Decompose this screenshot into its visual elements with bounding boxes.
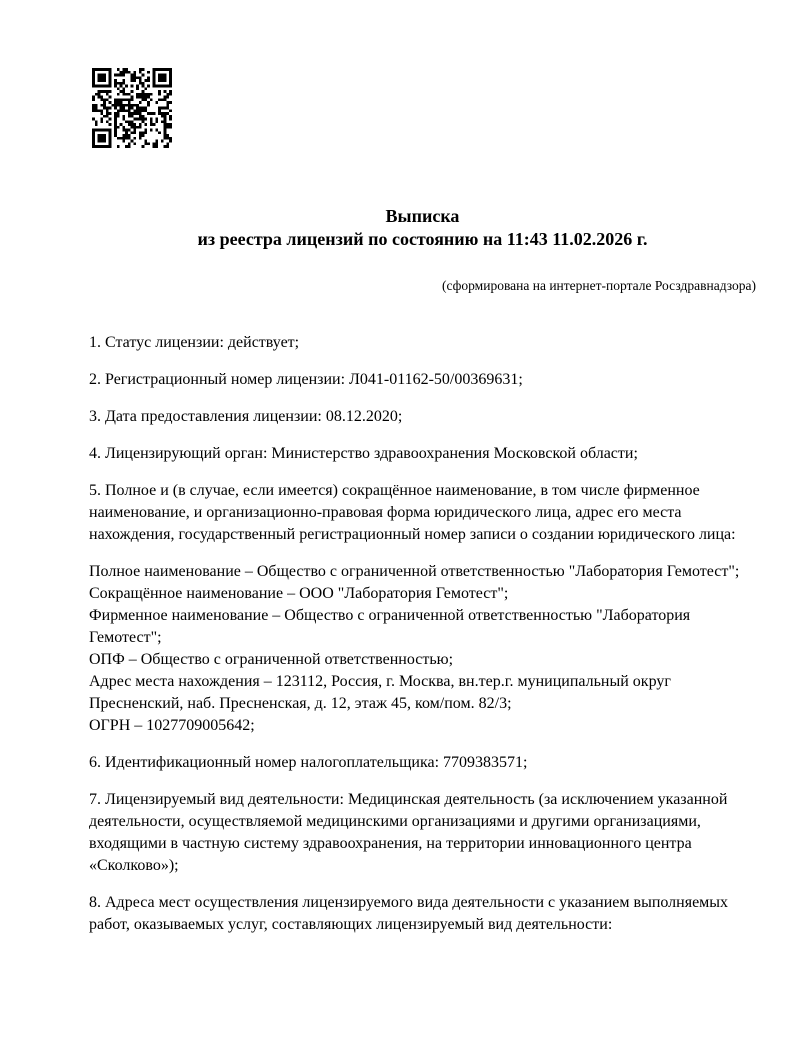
detail-ogrn: ОГРН – 1027709005642; [89, 717, 255, 734]
document-title [89, 205, 756, 251]
paragraph-company-names-intro: 5. Полное и (в случае, если имеется) сокращённое наименование, в том числе фирменное наименование, и организационно-правовая форма юридического лица, адрес его места нахождения, государственный регистрационный номер записи о создании юридического лица: [89, 482, 736, 543]
title-line-2: из реестра лицензий по состоянию на 11:43 11.02.2026 г. [197, 229, 648, 249]
paragraph-taxpayer-number: 6. Идентификационный номер налогоплательщика: 7709383571; [89, 754, 528, 771]
detail-short-name: Сокращённое наименование – ООО "Лаборатория Гемотест"; [89, 585, 509, 602]
document-content [89, 205, 756, 951]
paragraph-license-status: 1. Статус лицензии: действует; [89, 334, 300, 351]
document-subtitle: (сформирована на интернет-портале Росздравнадзора) [441, 278, 756, 293]
detail-legal-form: ОПФ – Общество с ограниченной ответственностью; [89, 651, 454, 668]
paragraph-grant-date: 3. Дата предоставления лицензии: 08.12.2020; [89, 408, 403, 425]
detail-brand-name: Фирменное наименование – Общество с ограниченной ответственностью "Лаборатория Гемотест"; [89, 607, 691, 646]
paragraph-registration-number: 2. Регистрационный номер лицензии: Л041-01162-50/00369631; [89, 371, 523, 388]
company-details-block [89, 561, 756, 737]
paragraph-activity-addresses-intro: 8. Адреса мест осуществления лицензируемого вида деятельности с указанием выполняемых работ, оказываемых услуг, составляющих лицензируемый вид деятельности: [89, 894, 729, 933]
paragraph-licensing-authority: 4. Лицензирующий орган: Министерство здравоохранения Московской области; [89, 445, 638, 462]
title-line-1: Выписка [385, 206, 460, 226]
document-body [89, 332, 756, 936]
detail-full-name: Полное наименование – Общество с ограниченной ответственностью "Лаборатория Гемотест"; [89, 563, 740, 580]
qr-code-icon [92, 68, 172, 148]
paragraph-licensed-activity: 7. Лицензируемый вид деятельности: Медицинская деятельность (за исключением указанной деятельности, осуществляемой медицинскими организациями и другими организациями, входящими в частную систему здравоохранения, на территории инновационного центра «Сколково»); [89, 791, 728, 874]
detail-address: Адрес места нахождения – 123112, Россия, г. Москва, вн.тер.г. муниципальный округ Пресненский, наб. Пресненская, д. 12, этаж 45, ком/пом. 82/3; [89, 673, 671, 712]
